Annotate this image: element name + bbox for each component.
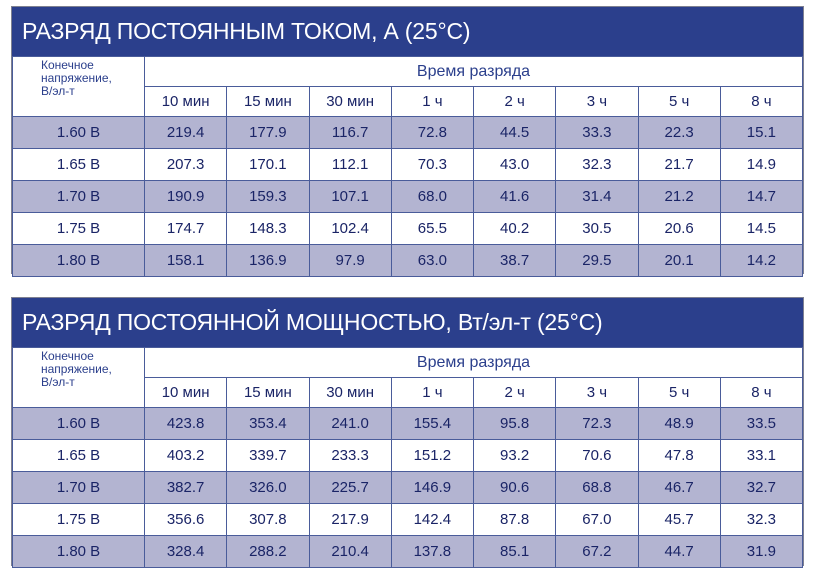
value-cell: 423.8 bbox=[145, 408, 227, 440]
end-voltage-cell: 1.80 В bbox=[13, 536, 145, 568]
value-cell: 170.1 bbox=[227, 149, 309, 181]
value-cell: 174.7 bbox=[145, 213, 227, 245]
value-cell: 87.8 bbox=[474, 504, 556, 536]
value-cell: 382.7 bbox=[145, 472, 227, 504]
value-cell: 21.7 bbox=[638, 149, 720, 181]
value-cell: 33.5 bbox=[720, 408, 802, 440]
end-voltage-header bbox=[13, 57, 145, 117]
header-row-group bbox=[13, 348, 803, 378]
value-cell: 21.2 bbox=[638, 181, 720, 213]
value-cell: 33.1 bbox=[720, 440, 802, 472]
value-cell: 67.2 bbox=[556, 536, 638, 568]
value-cell: 233.3 bbox=[309, 440, 391, 472]
value-cell: 241.0 bbox=[309, 408, 391, 440]
value-cell: 177.9 bbox=[227, 117, 309, 149]
value-cell: 70.3 bbox=[391, 149, 473, 181]
value-cell: 40.2 bbox=[474, 213, 556, 245]
value-cell: 151.2 bbox=[391, 440, 473, 472]
end-voltage-header-line: В/эл-т bbox=[41, 375, 75, 389]
value-cell: 30.5 bbox=[556, 213, 638, 245]
value-cell: 159.3 bbox=[227, 181, 309, 213]
value-cell: 44.7 bbox=[638, 536, 720, 568]
column-header: 10 мин bbox=[145, 87, 227, 117]
value-cell: 38.7 bbox=[474, 245, 556, 277]
value-cell: 307.8 bbox=[227, 504, 309, 536]
end-voltage-header-line: напряжение, bbox=[41, 362, 112, 376]
value-cell: 33.3 bbox=[556, 117, 638, 149]
end-voltage-cell: 1.80 В bbox=[13, 245, 145, 277]
value-cell: 70.6 bbox=[556, 440, 638, 472]
column-header: 1 ч bbox=[391, 87, 473, 117]
value-cell: 97.9 bbox=[309, 245, 391, 277]
value-cell: 20.6 bbox=[638, 213, 720, 245]
table-row bbox=[13, 149, 803, 181]
table-row bbox=[13, 213, 803, 245]
table-row bbox=[13, 536, 803, 568]
column-header: 2 ч bbox=[474, 87, 556, 117]
value-cell: 32.7 bbox=[720, 472, 802, 504]
value-cell: 190.9 bbox=[145, 181, 227, 213]
constant-power-table bbox=[12, 347, 803, 568]
end-voltage-header-line: В/эл-т bbox=[41, 84, 75, 98]
value-cell: 32.3 bbox=[720, 504, 802, 536]
value-cell: 107.1 bbox=[309, 181, 391, 213]
column-header: 5 ч bbox=[638, 87, 720, 117]
value-cell: 72.8 bbox=[391, 117, 473, 149]
header-row-group bbox=[13, 57, 803, 87]
value-cell: 95.8 bbox=[474, 408, 556, 440]
table-row bbox=[13, 440, 803, 472]
end-voltage-cell: 1.70 В bbox=[13, 181, 145, 213]
value-cell: 43.0 bbox=[474, 149, 556, 181]
column-header: 3 ч bbox=[556, 378, 638, 408]
end-voltage-cell: 1.75 В bbox=[13, 213, 145, 245]
column-header: 8 ч bbox=[720, 378, 802, 408]
value-cell: 219.4 bbox=[145, 117, 227, 149]
value-cell: 328.4 bbox=[145, 536, 227, 568]
value-cell: 68.8 bbox=[556, 472, 638, 504]
value-cell: 22.3 bbox=[638, 117, 720, 149]
value-cell: 14.5 bbox=[720, 213, 802, 245]
value-cell: 136.9 bbox=[227, 245, 309, 277]
table-row bbox=[13, 245, 803, 277]
end-voltage-cell: 1.65 В bbox=[13, 149, 145, 181]
value-cell: 146.9 bbox=[391, 472, 473, 504]
value-cell: 326.0 bbox=[227, 472, 309, 504]
end-voltage-cell: 1.60 В bbox=[13, 117, 145, 149]
value-cell: 68.0 bbox=[391, 181, 473, 213]
value-cell: 85.1 bbox=[474, 536, 556, 568]
column-header: 1 ч bbox=[391, 378, 473, 408]
end-voltage-header-line: Конечное bbox=[41, 349, 94, 363]
value-cell: 72.3 bbox=[556, 408, 638, 440]
value-cell: 20.1 bbox=[638, 245, 720, 277]
constant-current-table bbox=[12, 56, 803, 277]
value-cell: 29.5 bbox=[556, 245, 638, 277]
value-cell: 225.7 bbox=[309, 472, 391, 504]
constant-current-table-title: РАЗРЯД ПОСТОЯННЫМ ТОКОМ, А (25°С) bbox=[12, 7, 803, 56]
value-cell: 46.7 bbox=[638, 472, 720, 504]
end-voltage-header-line: Конечное bbox=[41, 58, 94, 72]
value-cell: 47.8 bbox=[638, 440, 720, 472]
column-header: 10 мин bbox=[145, 378, 227, 408]
value-cell: 14.7 bbox=[720, 181, 802, 213]
column-header: 15 мин bbox=[227, 87, 309, 117]
value-cell: 217.9 bbox=[309, 504, 391, 536]
end-voltage-cell: 1.70 В bbox=[13, 472, 145, 504]
constant-power-table-title: РАЗРЯД ПОСТОЯННОЙ МОЩНОСТЬЮ, Вт/эл-т (25°С) bbox=[12, 298, 803, 347]
value-cell: 63.0 bbox=[391, 245, 473, 277]
value-cell: 112.1 bbox=[309, 149, 391, 181]
column-header: 30 мин bbox=[309, 87, 391, 117]
discharge-time-header: Время разряда bbox=[145, 57, 803, 87]
end-voltage-cell: 1.60 В bbox=[13, 408, 145, 440]
value-cell: 353.4 bbox=[227, 408, 309, 440]
value-cell: 48.9 bbox=[638, 408, 720, 440]
value-cell: 339.7 bbox=[227, 440, 309, 472]
constant-current-table-panel bbox=[11, 6, 804, 274]
constant-power-table-panel bbox=[11, 297, 804, 566]
value-cell: 142.4 bbox=[391, 504, 473, 536]
column-header: 15 мин bbox=[227, 378, 309, 408]
value-cell: 403.2 bbox=[145, 440, 227, 472]
value-cell: 65.5 bbox=[391, 213, 473, 245]
end-voltage-header bbox=[13, 348, 145, 408]
value-cell: 158.1 bbox=[145, 245, 227, 277]
column-header: 3 ч bbox=[556, 87, 638, 117]
value-cell: 148.3 bbox=[227, 213, 309, 245]
column-header: 2 ч bbox=[474, 378, 556, 408]
value-cell: 90.6 bbox=[474, 472, 556, 504]
value-cell: 288.2 bbox=[227, 536, 309, 568]
table-row bbox=[13, 472, 803, 504]
column-header: 30 мин bbox=[309, 378, 391, 408]
value-cell: 207.3 bbox=[145, 149, 227, 181]
value-cell: 155.4 bbox=[391, 408, 473, 440]
value-cell: 137.8 bbox=[391, 536, 473, 568]
table-row bbox=[13, 181, 803, 213]
value-cell: 31.9 bbox=[720, 536, 802, 568]
value-cell: 31.4 bbox=[556, 181, 638, 213]
column-header: 5 ч bbox=[638, 378, 720, 408]
value-cell: 356.6 bbox=[145, 504, 227, 536]
end-voltage-header-line: напряжение, bbox=[41, 71, 112, 85]
value-cell: 67.0 bbox=[556, 504, 638, 536]
end-voltage-cell: 1.75 В bbox=[13, 504, 145, 536]
value-cell: 32.3 bbox=[556, 149, 638, 181]
value-cell: 93.2 bbox=[474, 440, 556, 472]
end-voltage-cell: 1.65 В bbox=[13, 440, 145, 472]
value-cell: 14.9 bbox=[720, 149, 802, 181]
value-cell: 102.4 bbox=[309, 213, 391, 245]
value-cell: 41.6 bbox=[474, 181, 556, 213]
discharge-time-header: Время разряда bbox=[145, 348, 803, 378]
value-cell: 45.7 bbox=[638, 504, 720, 536]
table-row bbox=[13, 117, 803, 149]
value-cell: 14.2 bbox=[720, 245, 802, 277]
value-cell: 15.1 bbox=[720, 117, 802, 149]
value-cell: 116.7 bbox=[309, 117, 391, 149]
value-cell: 44.5 bbox=[474, 117, 556, 149]
value-cell: 210.4 bbox=[309, 536, 391, 568]
table-row bbox=[13, 504, 803, 536]
column-header: 8 ч bbox=[720, 87, 802, 117]
table-row bbox=[13, 408, 803, 440]
